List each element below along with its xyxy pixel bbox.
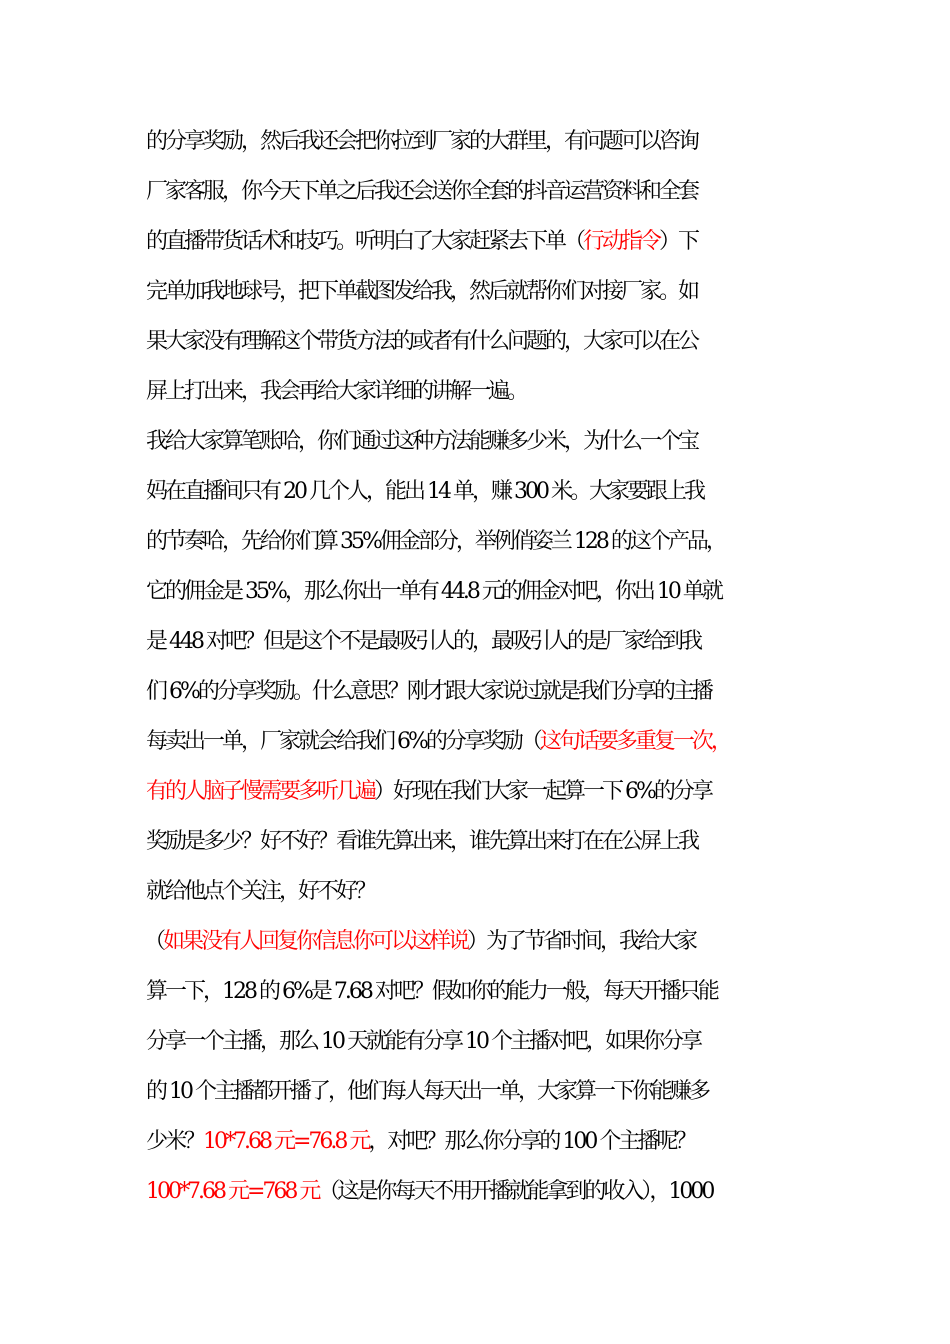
body-text: 们 6%的分享奖励。什么意思？刚才跟大家说过就是我们分享的主播 [146,679,711,704]
body-text: 厂家客服，你今天下单之后我还会送你全套的抖音运营资料和全套 [146,179,698,204]
text-line [146,277,950,307]
text-line [146,577,950,607]
text-line [146,677,950,707]
body-text: （ [144,929,164,954]
body-text: 每卖出一单，厂家就会给我们 6%的分享奖励（ [146,729,540,754]
body-text: 分享一个主播，那么 10 天就能有分享 10 个主播对吧，如果你分享 [146,1029,700,1054]
highlight-text: 10*7.68 元=76.8 元 [203,1129,369,1154]
text-line [146,827,950,857]
text-line [146,427,950,457]
text-line [146,1127,950,1157]
highlight-text: 这句话要多重复一次， [539,729,730,754]
text-line [146,1077,950,1107]
text-line [146,727,950,757]
body-text: 妈在直播间只有 20 几个人，能出 14 单，赚 300 米。大家要跟上我 [146,479,703,504]
body-text: 屏上打出来，我会再给大家详细的讲解一遍。 [146,379,527,404]
text-line [146,227,950,257]
body-text: 就给他点个关注，好不好？ [146,879,375,904]
body-text: 算一下，128 的 6%是 7.68 对吧？假如你的能力一般，每天开播只能 [146,979,717,1004]
text-line [146,877,950,907]
text-line [146,327,950,357]
text-line [146,627,950,657]
text-line [146,127,950,157]
text-line [146,1027,950,1057]
body-text: 的 10 个主播都开播了，他们每人每天出一单，大家算一下你能赚多 [146,1079,708,1104]
highlight-text: 有的人脑子慢需要多听几遍 [146,779,375,804]
body-text: ）下 [659,229,698,254]
text-line [146,977,950,1007]
text-line [146,177,950,207]
body-text: 它的佣金是 35%，那么你出一单有 44.8 元的佣金对吧，你出 10 单就 [146,579,721,604]
body-text: ）好现在我们大家一起算一下 6%的分享 [374,779,711,804]
body-text: 的直播带货话术和技巧。听明白了大家赶紧去下单（ [146,229,584,254]
body-text: ）为了节省时间，我给大家 [467,929,696,954]
highlight-text: 如果没有人回复你信息你可以这样说 [163,929,468,954]
body-text: 的分享奖励，然后我还会把你拉到厂家的大群里，有问题可以咨询 [146,129,698,154]
body-text: 果大家没有理解这个带货方法的或者有什么问题的，大家可以在公 [146,329,698,354]
body-text: 的节奏哈，先给你们算 35%佣金部分，举例俏姿兰 128 的这个产品， [146,529,725,554]
body-text: ，对吧？那么你分享的 100 个主播呢？ [368,1129,695,1154]
highlight-text: 100*7.68 元=768 元 [146,1179,319,1204]
body-text: 少米？ [146,1129,204,1154]
text-line [144,927,950,957]
body-text: 奖励是多少？好不好？看谁先算出来，谁先算出来打在在公屏上我 [146,829,698,854]
body-text: 完单加我地球号，把下单截图发给我，然后就帮你们对接厂家。如 [146,279,698,304]
body-text: 我给大家算笔账哈，你们通过这种方法能赚多少米，为什么一个宝 [146,429,698,454]
text-line [146,777,950,807]
text-line [146,377,950,407]
body-text: 是 448 对吧？但是这个不是最吸引人的，最吸引人的是厂家给到我 [146,629,700,654]
text-line [146,1177,950,1207]
text-line [146,477,950,507]
body-text: （这是你每天不用开播就能拿到的收入），1000 [318,1179,713,1204]
highlight-text: 行动指令 [583,229,660,254]
text-line [146,527,950,557]
